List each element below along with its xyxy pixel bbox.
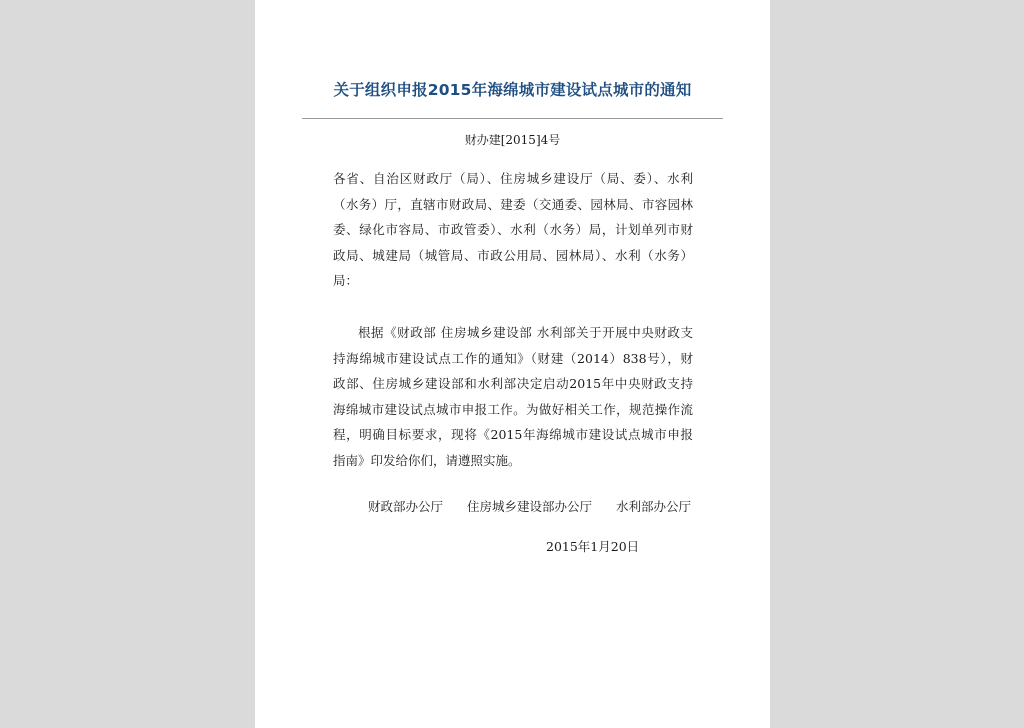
body-line: 指南》印发给你们，请遵照实施。 (333, 452, 521, 468)
addressee-line: （水务）厅，直辖市财政局、建委（交通委、园林局、市容园林 (333, 196, 693, 212)
addressee-line: 政局、城建局（城管局、市政公用局、园林局）、水利（水务） (333, 247, 693, 263)
addressee-paragraph (333, 166, 693, 294)
document-number: 财办建[2015]4号 (464, 133, 561, 147)
body-line: 海绵城市建设试点城市申报工作。为做好相关工作，规范操作流 (333, 401, 693, 417)
addressee-line: 局： (333, 273, 359, 288)
signer-ministry-of-housing: 住房城乡建设部办公厅 (467, 499, 593, 514)
body-line: 政部、住房城乡建设部和水利部决定启动2015年中央财政支持 (333, 376, 693, 391)
body-paragraph (333, 320, 693, 473)
addressee-line: 各省、自治区财政厅（局）、住房城乡建设厅（局、委）、水利 (333, 171, 693, 186)
signers-line (368, 497, 691, 515)
addressee-line: 委、绿化市容局、市政管委）、水利（水务）局，计划单列市财 (333, 222, 693, 237)
body-line: 持海绵城市建设试点工作的通知》（财建（2014）838号），财 (333, 350, 693, 366)
document-page (255, 0, 770, 728)
signer-ministry-of-water: 水利部办公厅 (616, 499, 692, 514)
document-date: 2015年1月20日 (546, 539, 640, 554)
title-divider (302, 118, 723, 119)
body-line: 程，明确目标要求，现将《2015年海绵城市建设试点城市申报 (333, 427, 693, 442)
body-line: 根据《财政部 住房城乡建设部 水利部关于开展中央财政支 (358, 325, 693, 340)
document-title: 关于组织申报2015年海绵城市建设试点城市的通知 (333, 81, 692, 99)
signer-ministry-of-finance: 财政部办公厅 (368, 499, 444, 514)
